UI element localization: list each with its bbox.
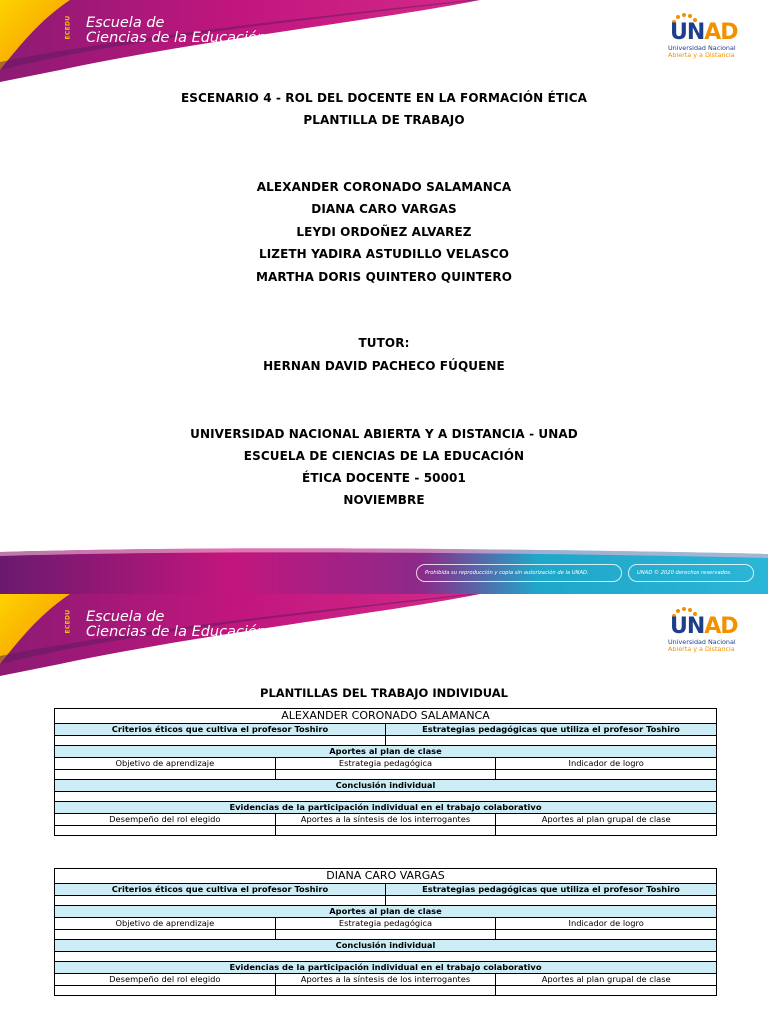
input-cell[interactable] [55,736,385,745]
tutor-label: TUTOR: [358,336,410,350]
school-logo [66,608,266,642]
input-cell[interactable] [55,930,275,939]
document-subtitle: PLANTILLA DE TRABAJO [303,113,465,127]
table-row [55,869,716,883]
header-cell: Criterios éticos que cultiva el profesor Toshiro [111,884,329,894]
footer-notice: Prohibida su reproducción y copia sin autorización de la UNAD. [416,564,622,582]
input-cell[interactable] [275,986,496,995]
section-header: Aportes al plan de clase [329,746,442,756]
individual-template-table [54,868,717,996]
footer-banner [0,546,768,594]
school-name: Escuela de Ciencias de la Educación [86,15,267,46]
input-cell[interactable] [495,986,716,995]
unad-logo: UNAD Universidad Nacional Abierta y a Distancia [662,12,744,58]
input-cell[interactable] [385,736,716,745]
author-name: MARTHA DORIS QUINTERO QUINTERO [255,270,513,284]
input-cell[interactable] [55,792,716,801]
footer-copyright: UNAD © 2020 derechos reservados. [628,564,754,582]
section-header: Conclusión individual [335,780,436,790]
author-name: LEYDI ORDOÑEZ ALVAREZ [296,225,472,239]
column-label: Objetivo de aprendizaje [115,918,215,928]
author-name: LIZETH YADIRA ASTUDILLO VELASCO [258,247,510,261]
table-row [55,939,716,951]
institution-line: NOVIEMBRE [343,493,425,507]
header-cell: Estrategias pedagógicas que utiliza el profesor Toshiro [385,884,716,895]
unad-logo: UNAD Universidad Nacional Abierta y a Distancia [662,606,744,652]
table-row [55,779,716,791]
column-label: Indicador de logro [495,758,716,769]
table-row [55,791,716,801]
tutor-name: HERNAN DAVID PACHECO FÚQUENE [263,359,505,373]
column-label: Objetivo de aprendizaje [115,758,215,768]
column-label: Indicador de logro [495,918,716,929]
input-cell[interactable] [55,770,275,779]
author-name: ALEXANDER CORONADO SALAMANCA [256,180,512,194]
column-label: Desempeño del rol elegido [109,814,221,824]
table-row [55,883,716,895]
templates-title: PLANTILLAS DEL TRABAJO INDIVIDUAL [260,686,508,700]
table-row [55,985,716,995]
templates-page [0,594,768,1024]
table-row [55,929,716,939]
input-cell[interactable] [55,986,275,995]
school-name: Escuela de Ciencias de la Educación [86,609,267,640]
section-header: Evidencias de la participación individual en el trabajo colaborativo [229,802,542,812]
table-row [55,769,716,779]
input-cell[interactable] [495,826,716,835]
input-cell[interactable] [275,930,496,939]
ecedu-mark: ECEDU [64,609,72,634]
column-label: Desempeño del rol elegido [109,974,221,984]
input-cell[interactable] [275,770,496,779]
document-title: ESCENARIO 4 - ROL DEL DOCENTE EN LA FORMACIÓN ÉTICA [180,91,588,105]
institution-line: ESCUELA DE CIENCIAS DE LA EDUCACIÓN [243,449,525,463]
section-header: Evidencias de la participación individual en el trabajo colaborativo [229,962,542,972]
table-row [55,973,716,985]
student-name: ALEXANDER CORONADO SALAMANCA [281,709,490,722]
input-cell[interactable] [495,770,716,779]
school-logo [66,14,266,48]
table-row [55,917,716,929]
input-cell[interactable] [55,896,385,905]
input-cell[interactable] [55,826,275,835]
table-row [55,813,716,825]
table-row [55,723,716,735]
table-row [55,825,716,835]
institution-line: ÉTICA DOCENTE - 50001 [302,471,466,485]
section-header: Conclusión individual [335,940,436,950]
student-name: DIANA CARO VARGAS [326,869,445,882]
column-label: Aportes a la síntesis de los interrogantes [275,974,496,985]
table-row [55,757,716,769]
table-row [55,951,716,961]
table-row [55,961,716,973]
input-cell[interactable] [385,896,716,905]
header-cell: Criterios éticos que cultiva el profesor Toshiro [111,724,329,734]
table-row [55,905,716,917]
input-cell[interactable] [55,952,716,961]
author-name: DIANA CARO VARGAS [311,202,457,216]
table-row [55,745,716,757]
institution-line: UNIVERSIDAD NACIONAL ABIERTA Y A DISTANCIA - UNAD [190,427,578,441]
table-row [55,895,716,905]
input-cell[interactable] [275,826,496,835]
column-label: Aportes a la síntesis de los interrogantes [275,814,496,825]
column-label: Estrategia pedagógica [275,758,496,769]
table-row [55,735,716,745]
table-row [55,801,716,813]
section-header: Aportes al plan de clase [329,906,442,916]
table-row [55,709,716,723]
input-cell[interactable] [495,930,716,939]
column-label: Estrategia pedagógica [275,918,496,929]
ecedu-mark: ECEDU [64,15,72,40]
individual-template-table [54,708,717,836]
column-label: Aportes al plan grupal de clase [495,814,716,825]
column-label: Aportes al plan grupal de clase [495,974,716,985]
header-cell: Estrategias pedagógicas que utiliza el profesor Toshiro [385,724,716,735]
